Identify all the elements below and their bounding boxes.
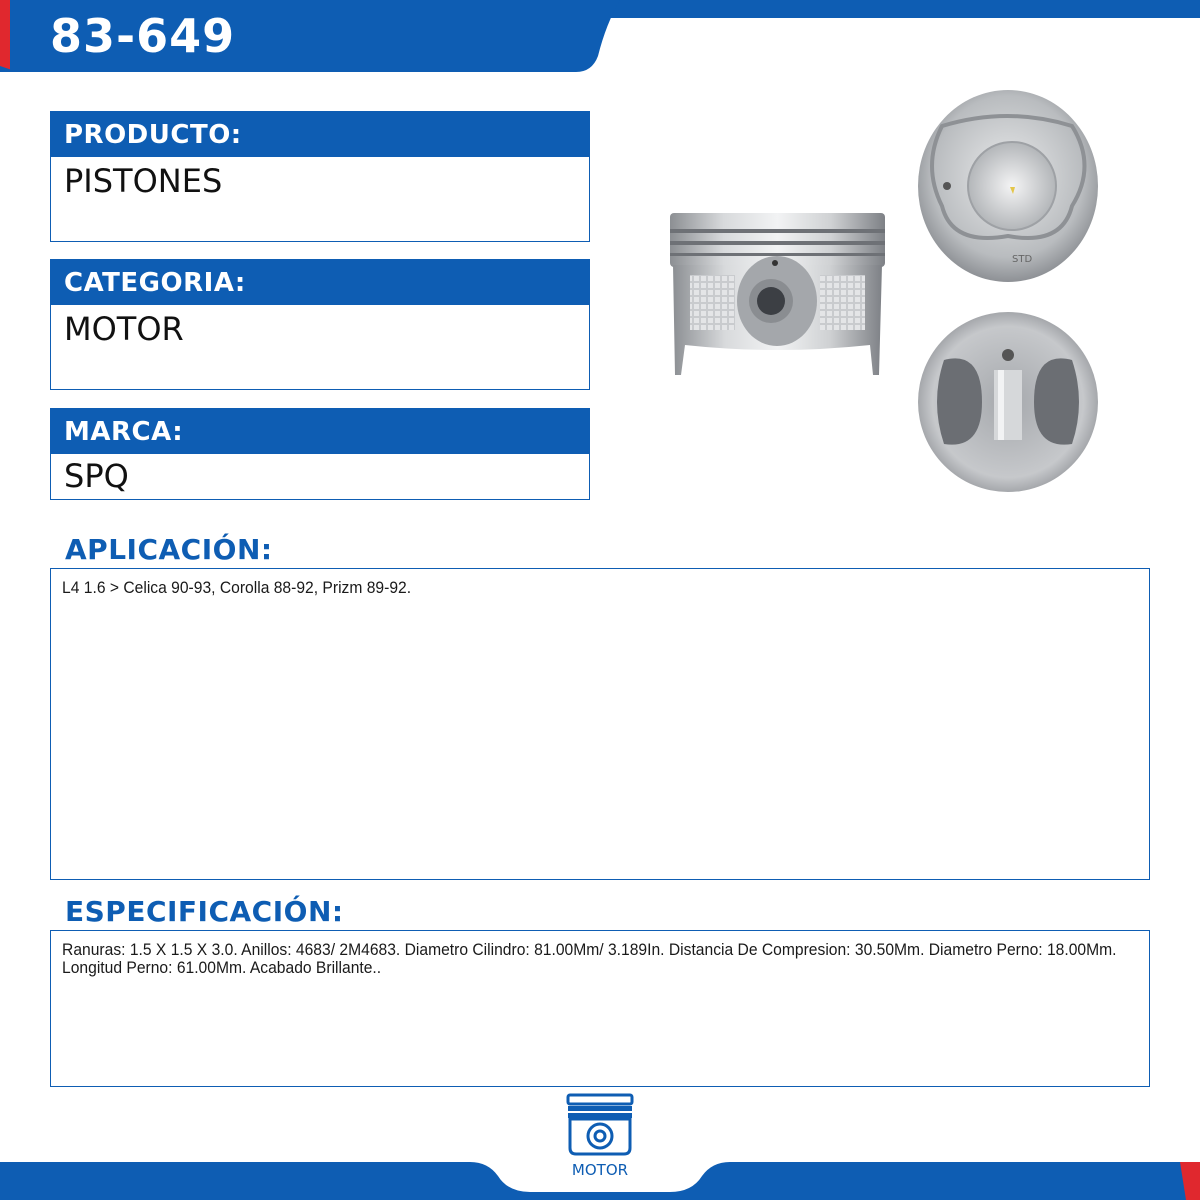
marca-box [50, 408, 590, 500]
especificacion-box [50, 930, 1150, 1087]
producto-value: PISTONES [64, 162, 223, 200]
piston-bottom-image [912, 310, 1104, 494]
producto-label: PRODUCTO: [51, 112, 589, 157]
aplicacion-heading: APLICACIÓN: [65, 533, 273, 566]
part-number-title: 83-649 [50, 9, 236, 63]
producto-box [50, 111, 590, 242]
especificacion-text: Ranuras: 1.5 X 1.5 X 3.0. Anillos: 4683/ 2M4683. Diametro Cilindro: 81.00Mm/ 3.189In. Distancia De Compresion: 30.50Mm. Diametro Perno: 18.00Mm. Longitud Perno: 61.00Mm. Acabado Brillante.. [62, 940, 1117, 977]
footer-label: MOTOR [571, 1161, 629, 1179]
marca-value: SPQ [64, 457, 129, 495]
piston-side-image [665, 205, 890, 380]
aplicacion-text: L4 1.6 > Celica 90-93, Corolla 88-92, Prizm 89-92. [62, 578, 412, 597]
marca-label: MARCA: [51, 409, 589, 454]
categoria-label: CATEGORIA: [51, 260, 589, 305]
aplicacion-box [50, 568, 1150, 880]
piston-top-image [912, 86, 1104, 286]
categoria-value: MOTOR [64, 310, 184, 348]
especificacion-heading: ESPECIFICACIÓN: [65, 895, 344, 928]
std-stamp: STD [1012, 254, 1033, 265]
piston-icon [562, 1092, 638, 1160]
categoria-box [50, 259, 590, 390]
